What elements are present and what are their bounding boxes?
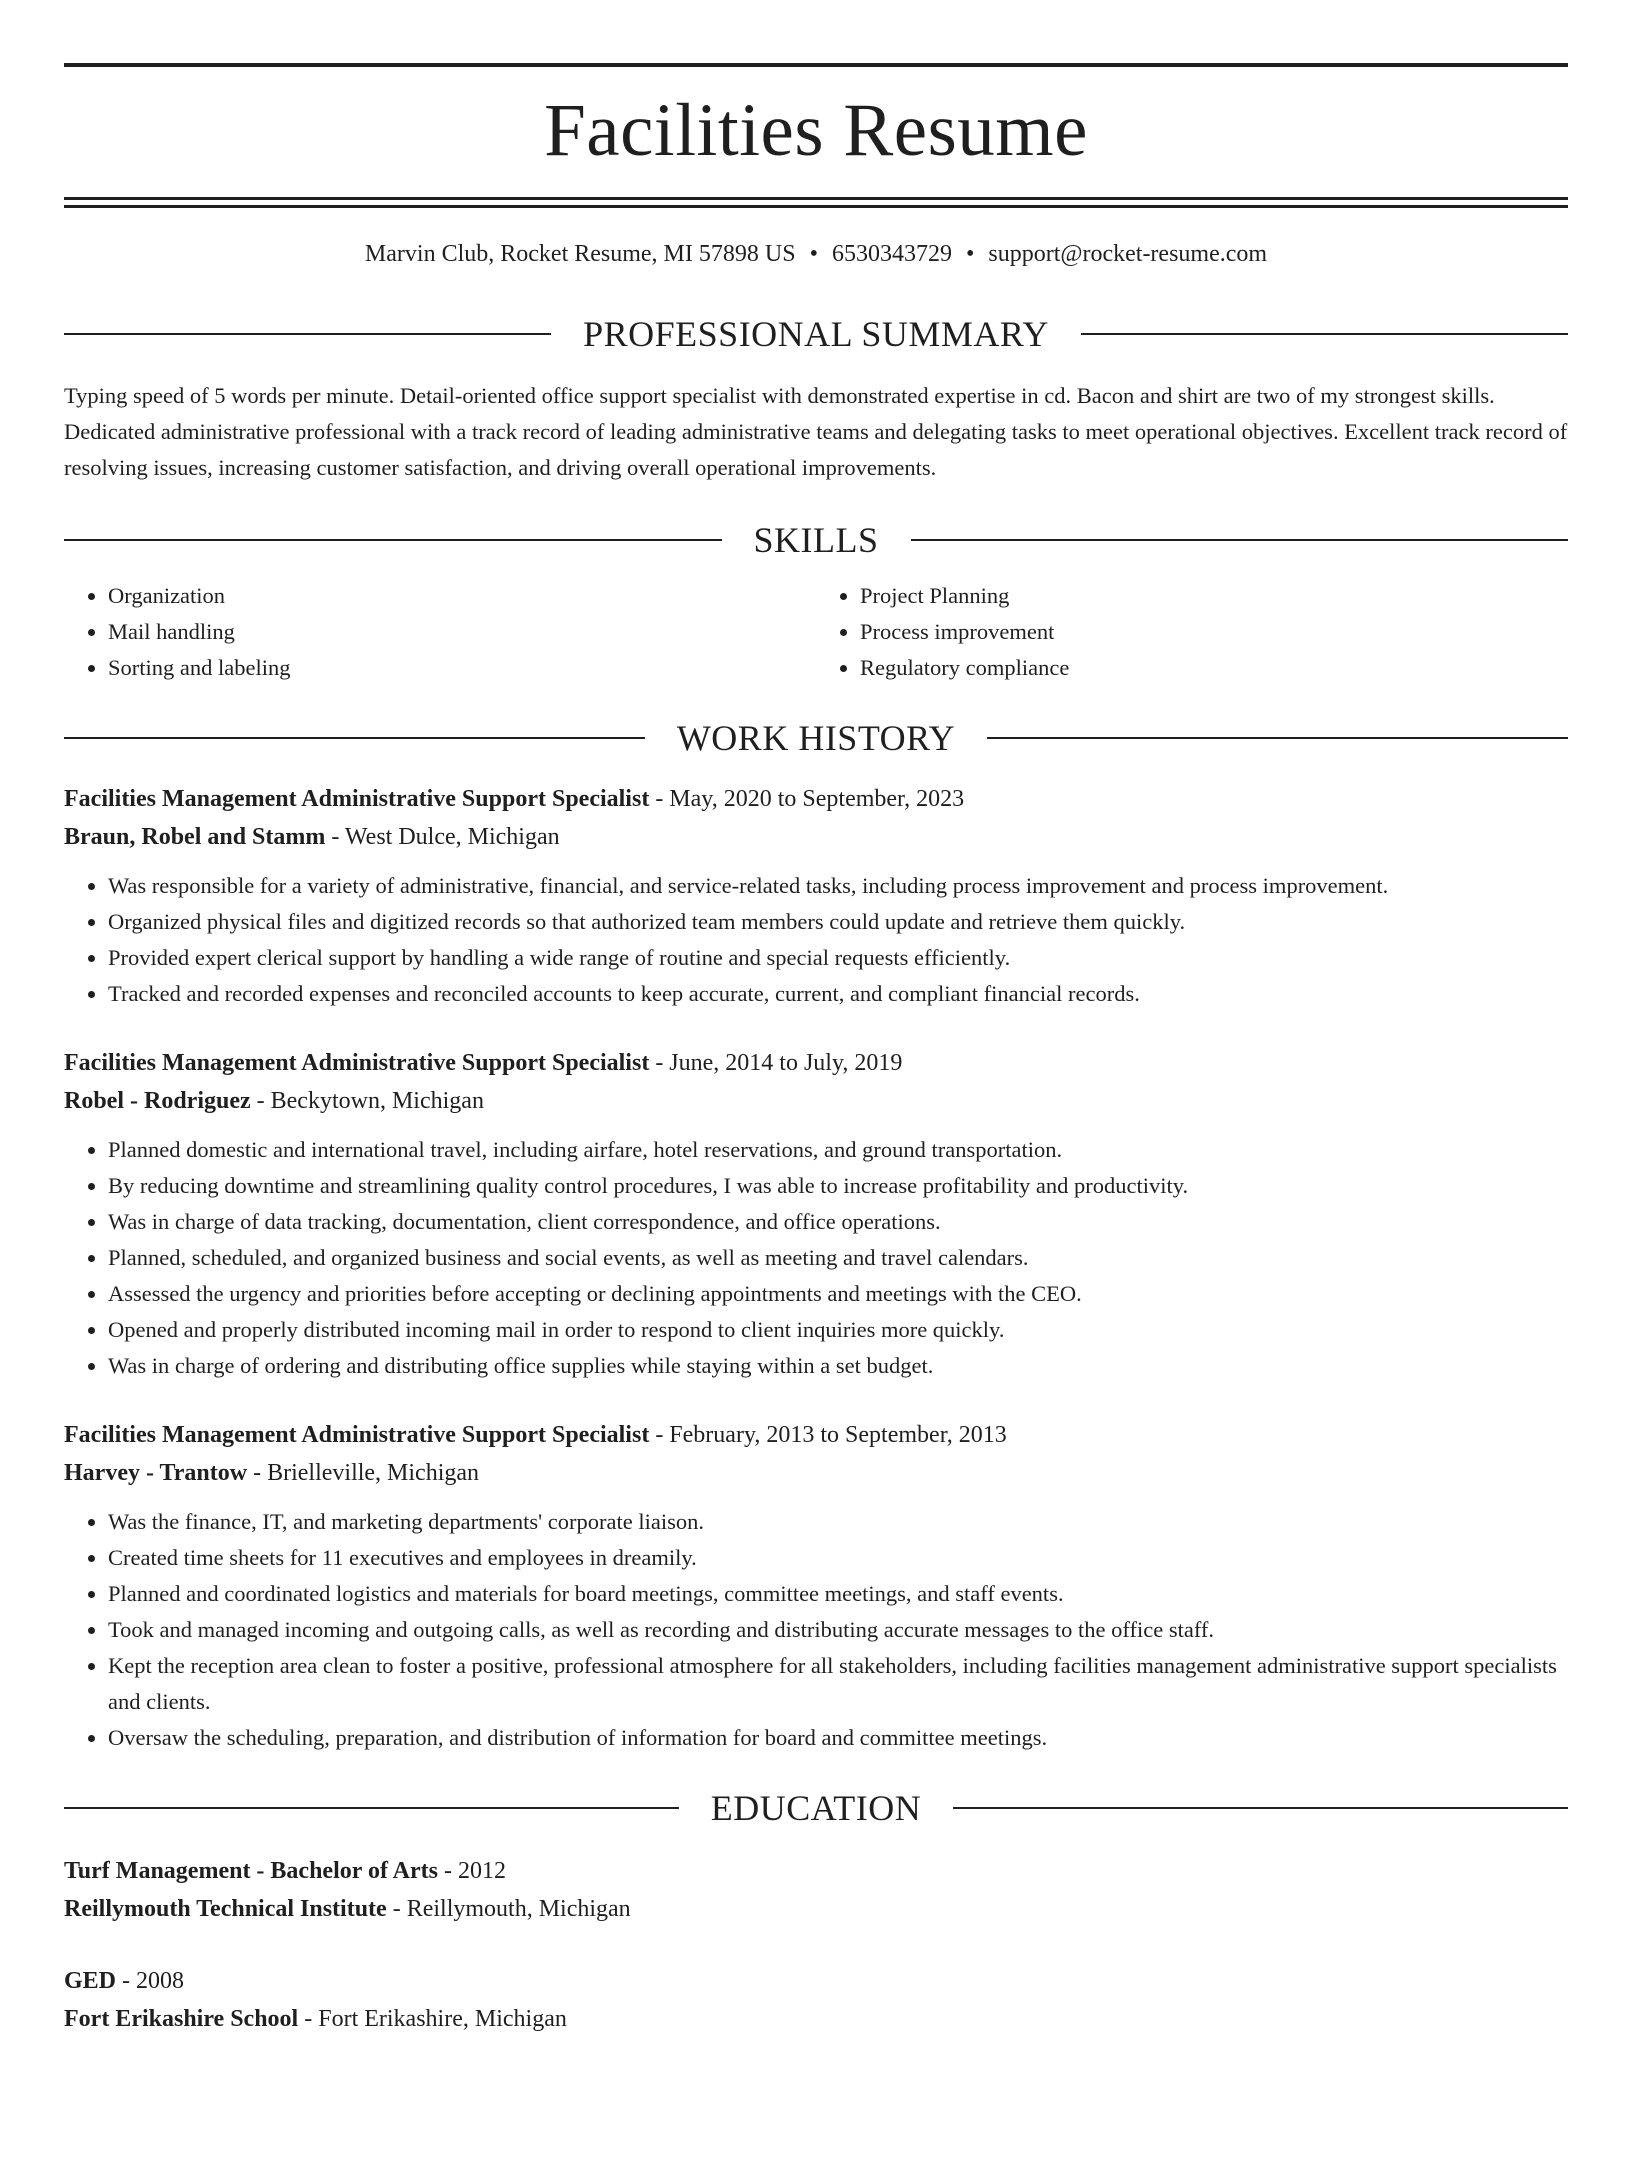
skills-list: [64, 578, 1568, 686]
job-entry: [64, 780, 1568, 1012]
education-degree: GED: [64, 1967, 117, 1994]
heading-rule-left: [64, 539, 722, 541]
contact-separator: •: [809, 241, 818, 267]
education-degree-line: [64, 1962, 1568, 2000]
education-location: - Fort Erikashire, Michigan: [298, 2005, 567, 2032]
education-heading-label: EDUCATION: [710, 1787, 922, 1828]
work-heading: [64, 717, 1568, 758]
skill-item: • Mail handling: [108, 614, 816, 650]
skills-heading: [64, 519, 1568, 560]
education-school-line: [64, 1890, 1568, 1928]
job-title: Facilities Management Administrative Support Specialist: [64, 1421, 650, 1448]
job-bullet: • Opened and properly distributed incoming mail in order to respond to client inquiries more quickly.: [108, 1312, 1568, 1348]
education-location: - Reillymouth, Michigan: [386, 1895, 631, 1922]
job-company-line: [64, 1454, 1568, 1492]
heading-rule-left: [64, 737, 645, 739]
job-title: Facilities Management Administrative Support Specialist: [64, 785, 650, 812]
resume-title: Facilities Resume: [544, 89, 1088, 172]
job-company-line: [64, 1082, 1568, 1120]
skills-column-left: [64, 578, 816, 686]
job-bullet: • Planned, scheduled, and organized business and social events, as well as meeting and travel calendars.: [108, 1240, 1568, 1276]
heading-rule-left: [64, 1807, 679, 1809]
job-bullet: • Planned domestic and international travel, including airfare, hotel reservations, and ground transportation.: [108, 1132, 1568, 1168]
job-title-line: [64, 780, 1568, 818]
education-heading: [64, 1787, 1568, 1828]
job-dates: - February, 2013 to September, 2013: [649, 1421, 1007, 1448]
summary-heading: [64, 313, 1568, 354]
title-double-rule: [64, 197, 1568, 208]
resume-page: [0, 63, 1632, 2175]
education-year: - 2008: [116, 1967, 185, 1994]
job-bullets: [64, 1504, 1568, 1756]
skill-item: • Sorting and labeling: [108, 650, 816, 686]
job-company-line: [64, 818, 1568, 856]
heading-rule-right: [953, 1807, 1568, 1809]
job-bullet: • Took and managed incoming and outgoing calls, as well as recording and distributing accurate messages to the office staff.: [108, 1612, 1568, 1648]
skill-item: • Organization: [108, 578, 816, 614]
job-entry: [64, 1044, 1568, 1384]
contact-email: support@rocket-resume.com: [988, 241, 1268, 267]
summary-heading-label: PROFESSIONAL SUMMARY: [583, 313, 1049, 354]
job-bullet: • Kept the reception area clean to foster a positive, professional atmosphere for all stakeholders, including facilities management administrative support specialists and clients.: [108, 1648, 1568, 1720]
education-degree-line: [64, 1852, 1568, 1890]
job-bullet: • Created time sheets for 11 executives and employees in dreamily.: [108, 1540, 1568, 1576]
job-bullet: • Was in charge of data tracking, documentation, client correspondence, and office operations.: [108, 1204, 1568, 1240]
job-bullet: • Organized physical files and digitized records so that authorized team members could update and retrieve them quickly.: [108, 904, 1568, 940]
job-company: Braun, Robel and Stamm: [64, 823, 326, 850]
education-school: Reillymouth Technical Institute: [64, 1895, 387, 1922]
education-year: - 2012: [437, 1857, 506, 1884]
education-school-line: [64, 2000, 1568, 2038]
skills-column-right: [816, 578, 1568, 686]
job-bullet: • Oversaw the scheduling, preparation, and distribution of information for board and committee meetings.: [108, 1720, 1568, 1756]
job-location: - Brielleville, Michigan: [247, 1459, 480, 1486]
job-bullet: • Was responsible for a variety of administrative, financial, and service-related tasks, including process improvement and process improvement.: [108, 868, 1568, 904]
heading-rule-right: [911, 539, 1569, 541]
job-bullet: • Planned and coordinated logistics and materials for board meetings, committee meetings, and staff events.: [108, 1576, 1568, 1612]
education-entry: [64, 1852, 1568, 1928]
heading-rule-left: [64, 333, 551, 335]
job-bullets: [64, 868, 1568, 1012]
contact-address: Marvin Club, Rocket Resume, MI 57898 US: [364, 241, 796, 267]
education-entry: [64, 1962, 1568, 2038]
contact-separator: •: [965, 241, 975, 267]
summary-text: Typing speed of 5 words per minute. Detail-oriented office support specialist with demonstrated expertise in cd. Bacon and shirt are two of my strongest skills. Dedicated administrative professional with a track record of leading administrative teams and delegating tasks to meet operational objectives. Excellent track record of resolving issues, increasing customer satisfaction, and driving overall operational improvements.: [64, 382, 1568, 480]
job-location: - Beckytown, Michigan: [250, 1087, 484, 1114]
job-bullet: • By reducing downtime and streamlining quality control procedures, I was able to increase profitability and productivity.: [108, 1168, 1568, 1204]
job-entry: [64, 1416, 1568, 1756]
heading-rule-right: [987, 737, 1568, 739]
contact-line: [64, 240, 1568, 269]
contact-phone: 6530343729: [831, 241, 952, 267]
job-company: Robel - Rodriguez: [64, 1087, 251, 1114]
heading-rule-right: [1081, 333, 1568, 335]
skill-item: • Process improvement: [860, 614, 1568, 650]
work-heading-label: WORK HISTORY: [676, 717, 956, 758]
education-school: Fort Erikashire School: [64, 2005, 299, 2032]
job-bullet: • Provided expert clerical support by handling a wide range of routine and special requests efficiently.: [108, 940, 1568, 976]
job-bullets: [64, 1132, 1568, 1384]
education-degree: Turf Management - Bachelor of Arts: [64, 1857, 438, 1884]
job-location: - West Dulce, Michigan: [325, 823, 560, 850]
job-dates: - June, 2014 to July, 2019: [649, 1049, 903, 1076]
job-title-line: [64, 1044, 1568, 1082]
job-bullet: • Assessed the urgency and priorities before accepting or declining appointments and meetings with the CEO.: [108, 1276, 1568, 1312]
job-bullet: • Tracked and recorded expenses and reconciled accounts to keep accurate, current, and compliant financial records.: [108, 976, 1568, 1012]
skill-item: • Regulatory compliance: [860, 650, 1568, 686]
job-dates: - May, 2020 to September, 2023: [649, 785, 965, 812]
job-bullet: • Was in charge of ordering and distributing office supplies while staying within a set budget.: [108, 1348, 1568, 1384]
job-bullet: • Was the finance, IT, and marketing departments' corporate liaison.: [108, 1504, 1568, 1540]
skills-heading-label: SKILLS: [753, 519, 879, 560]
job-title: Facilities Management Administrative Support Specialist: [64, 1049, 650, 1076]
skill-item: • Project Planning: [860, 578, 1568, 614]
job-title-line: [64, 1416, 1568, 1454]
job-company: Harvey - Trantow: [64, 1459, 248, 1486]
